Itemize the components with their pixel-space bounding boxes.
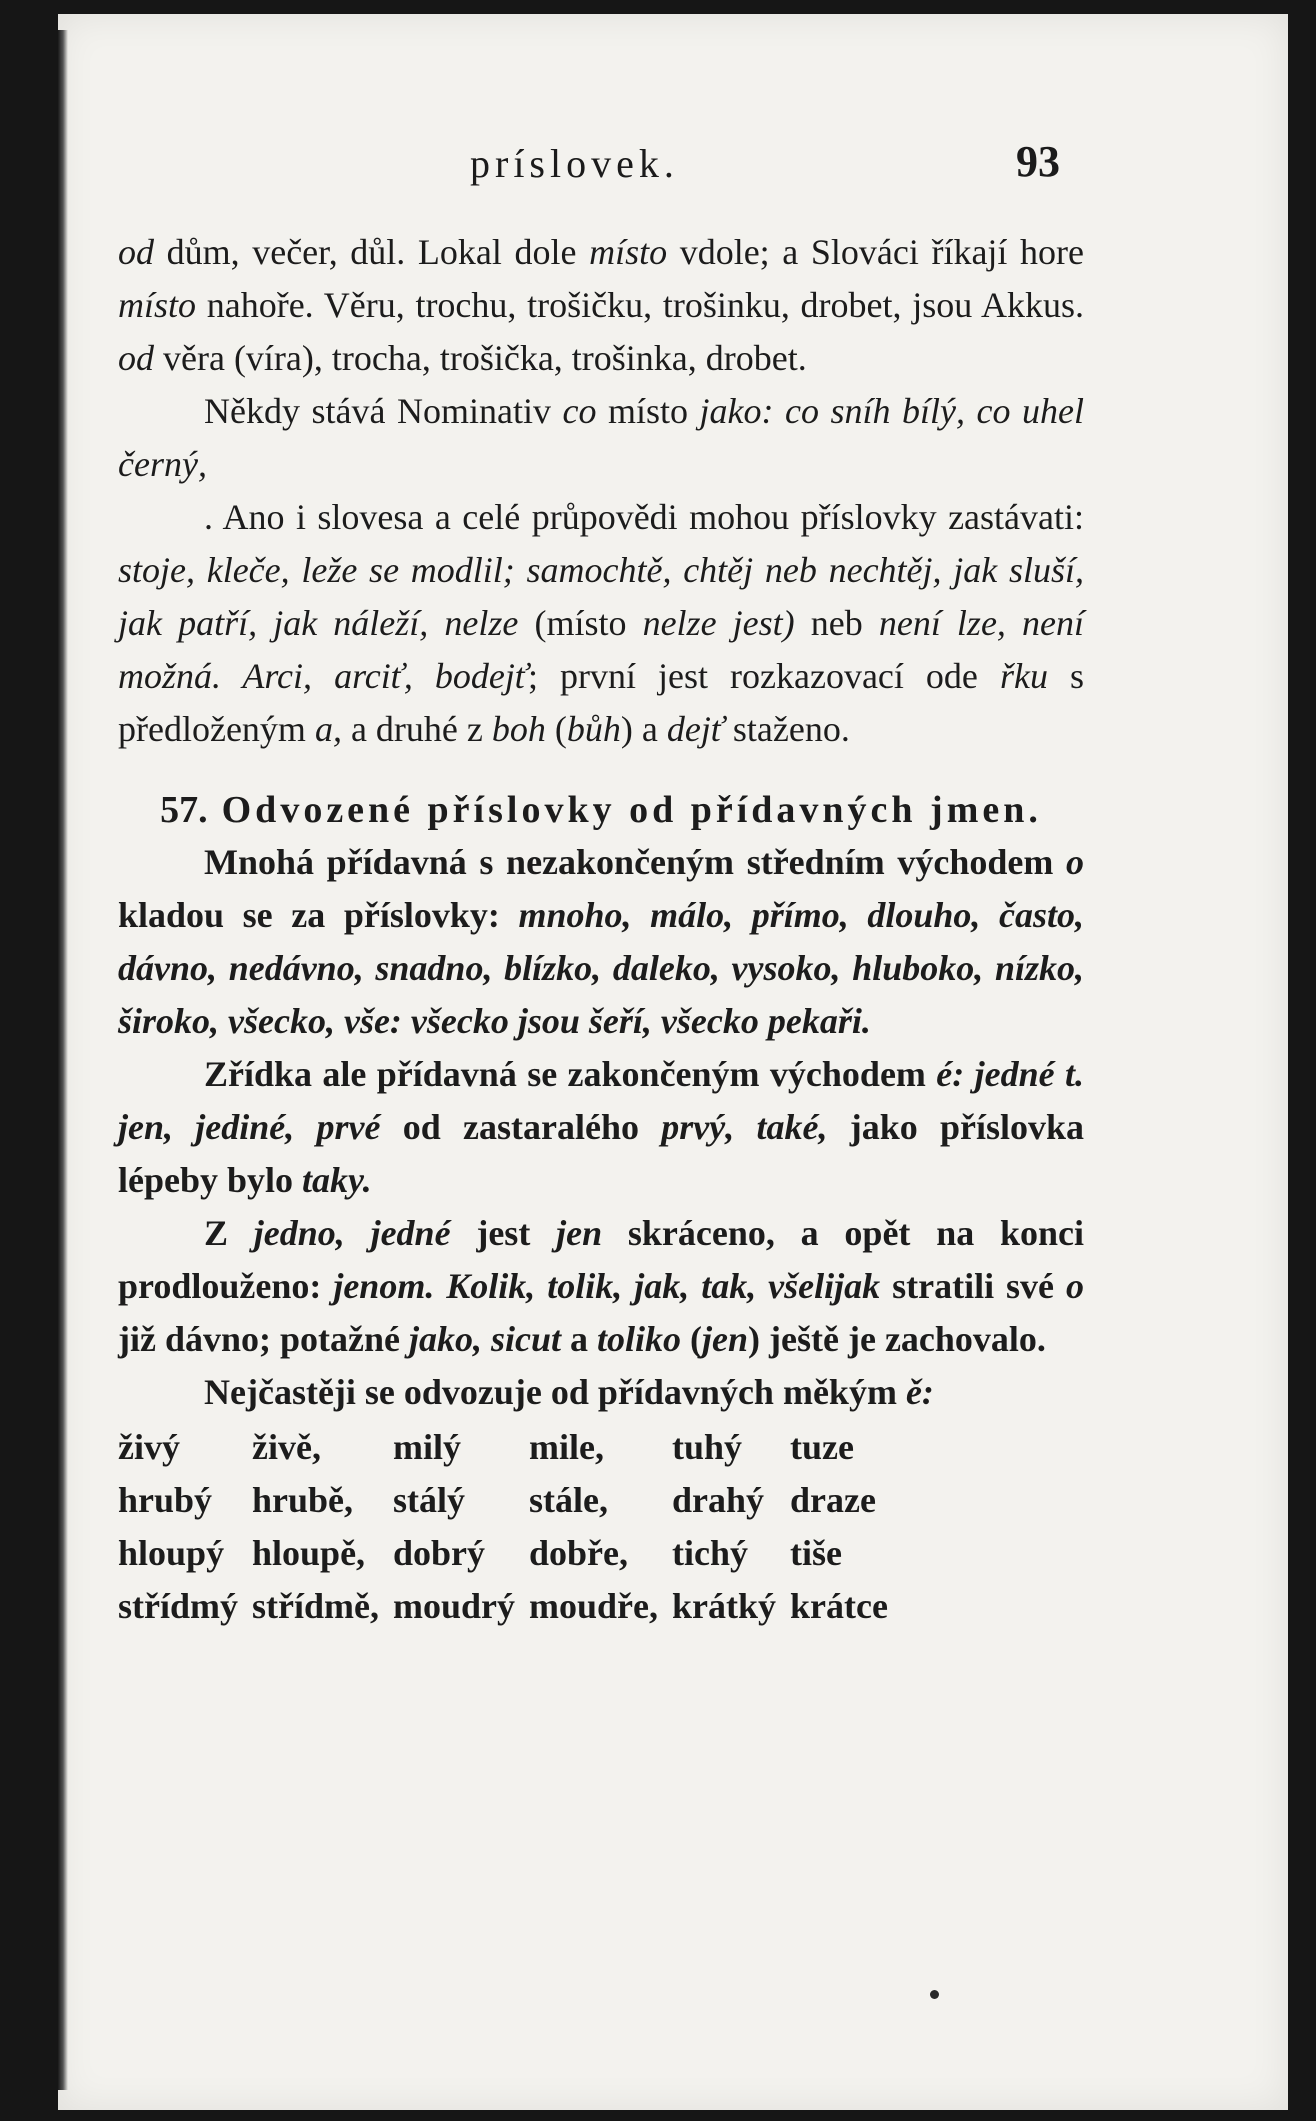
table-cell: hloupě, (252, 1533, 366, 1573)
text-span: skráceno, a opět na konci prodlouženo: (118, 1213, 1085, 1306)
text-span: ( (545, 709, 567, 749)
table-row (118, 1474, 902, 1527)
paragraph (118, 1207, 1084, 1366)
ink-speck (930, 1990, 939, 1999)
running-title: príslovek. (470, 141, 679, 186)
paragraph (118, 385, 1084, 491)
text-span: Mnohá přídavná s nezakončeným středním východem (204, 842, 1066, 882)
table-cell: krátký (671, 1586, 776, 1626)
table-cell: tuze (790, 1427, 854, 1467)
text-span: kladou se za příslovky: (118, 895, 519, 935)
section-title: Odvozené příslovky od přídavných jmen. (221, 789, 1042, 831)
body-text (118, 226, 1084, 1633)
text-span: neb (794, 603, 879, 643)
table-cell: hloupý (118, 1533, 225, 1573)
text-span: věra (víra), trocha, trošička, trošinka, drobet. (154, 338, 807, 378)
text-span: již dávno; potažné (118, 1319, 409, 1359)
text-span: a, (314, 709, 342, 749)
text-span: a druhé z (341, 709, 492, 749)
text-span: ; první jest rozkazovací ode (527, 656, 1000, 696)
table-row (118, 1421, 902, 1474)
table-cell: dobře, (528, 1533, 628, 1573)
text-span: ě: (905, 1372, 934, 1412)
text-span: é: jedné t. jen, jediné, prvé (118, 1054, 1084, 1147)
text-span: jenom. Kolik, tolik, jak, tak, všelijak (333, 1266, 881, 1306)
text-span: od (118, 338, 154, 378)
text-span: Nejčastěji se odvozuje od přídavných měkým (204, 1372, 906, 1412)
text-span: o (1066, 842, 1084, 882)
table-cell: dobrý (392, 1533, 485, 1573)
text-span: a (561, 1319, 598, 1359)
table-cell: stálý (392, 1480, 465, 1520)
text-span: nelze jest) (642, 603, 795, 643)
text-span: Z (204, 1213, 254, 1253)
text-span: bůh (566, 709, 621, 749)
text-span: od (118, 232, 154, 272)
table-cell: hrubě, (252, 1480, 354, 1520)
table-cell: milý (392, 1427, 461, 1467)
text-span: Zřídka ale přídavná se zakončeným východem (204, 1054, 937, 1094)
text-span: nahoře. Věru, trochu, trošičku, trošinku, drobet, jsou Akkus. (196, 285, 1084, 325)
text-span: jako příslovka lépeby bylo (118, 1107, 1085, 1200)
table-cell: drahý (671, 1480, 765, 1520)
text-span: (místo (518, 603, 643, 643)
text-span: mnoho, málo, přímo, dlouho, často, dávno, nedávno, snadno, blízko, daleko, vysoko, hluboko, nízko, široko, všecko, vše: všecko jsou šeří, všecko pekaři. (118, 895, 1084, 1041)
text-span: toliko (597, 1319, 682, 1359)
paragraph (118, 1366, 1084, 1419)
text-span: boh (491, 709, 546, 749)
text-span: jest (450, 1213, 557, 1253)
table-cell: draze (790, 1480, 876, 1520)
table-cell: hrubý (118, 1480, 213, 1520)
paragraph (118, 226, 1084, 385)
text-span: není lze, není možná. Arci, arciť, bodejť (118, 603, 1085, 696)
adverb-word-table (118, 1421, 902, 1633)
text-span: místo (118, 285, 197, 325)
text-span: ) a (620, 709, 667, 749)
table-cell: střídmý (118, 1586, 238, 1626)
text-span: . Ano i slovesa a celé průpovědi mohou příslovky zastávati: (204, 497, 1084, 537)
paragraph (118, 491, 1084, 756)
text-span: jen (556, 1213, 603, 1253)
page-number: 93 (1016, 137, 1060, 186)
text-span: stoje, kleče, leže se modlil; samochtě, chtěj neb nechtěj, jak sluší, jak patří, jak náleží, nelze (118, 550, 1084, 643)
text-span: od zastaralého (380, 1107, 662, 1147)
text-span: jen (702, 1319, 749, 1359)
text-span: řku (999, 656, 1048, 696)
text-span: Někdy stává Nominativ (204, 391, 563, 431)
table-cell: krátce (790, 1586, 888, 1626)
section-number: 57. (160, 789, 208, 831)
text-span: dejť (666, 709, 724, 749)
table-cell: moudře, (528, 1586, 658, 1626)
page-gutter (58, 30, 68, 2090)
text-span: staženo. (723, 709, 850, 749)
text-span: s předloženým (118, 656, 1084, 749)
text-span: jako, sicut (409, 1319, 562, 1359)
text-span: o (1065, 1266, 1084, 1306)
text-span: stratili své (880, 1266, 1066, 1306)
table-cell: živý (118, 1427, 180, 1467)
text-span: co (562, 391, 597, 431)
table-row (118, 1580, 902, 1633)
text-span: místo (589, 232, 668, 272)
paragraph (118, 836, 1084, 1048)
table-cell: střídmě, (252, 1586, 379, 1626)
table-cell: tichý (671, 1533, 748, 1573)
text-span: ) ještě je zachovalo. (748, 1319, 1046, 1359)
table-cell: stále, (528, 1480, 608, 1520)
table-row (118, 1527, 902, 1580)
section-heading (118, 784, 1084, 836)
table-cell: živě, (252, 1427, 321, 1467)
text-span: jako: co sníh bílý, co uhel černý, (118, 391, 1084, 484)
text-span: jedno, jedné (253, 1213, 451, 1253)
text-span: dům, večer, důl. Lokal dole (154, 232, 590, 272)
table-cell: tuhý (671, 1427, 743, 1467)
paragraph (118, 1048, 1084, 1207)
text-span: taky. (302, 1160, 372, 1200)
table-cell: tiše (790, 1533, 842, 1573)
table-cell: moudrý (392, 1586, 515, 1626)
text-span: vdole; a Slováci říkají hore (667, 232, 1085, 272)
text-span: místo (596, 391, 700, 431)
table-cell: mile, (528, 1427, 604, 1467)
text-span: ( (681, 1319, 703, 1359)
text-span: prvý, také, (661, 1107, 828, 1147)
